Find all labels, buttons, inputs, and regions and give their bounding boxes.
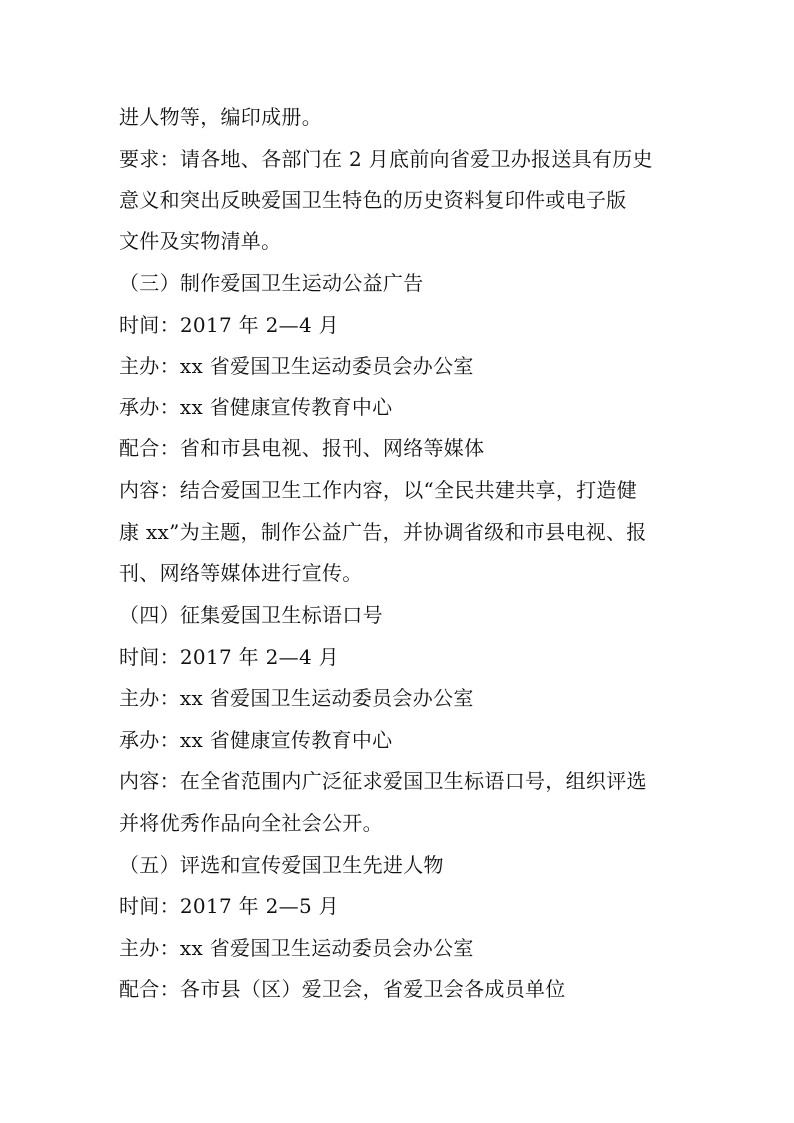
time-line: 时间：2017 年 2—4 月 xyxy=(119,313,339,337)
time-line: 时间：2017 年 2—5 月 xyxy=(119,894,339,918)
host-line: 主办：xx 省爱国卫生运动委员会办公室 xyxy=(119,686,474,710)
host-line: 主办：xx 省爱国卫生运动委员会办公室 xyxy=(119,354,474,378)
requirement-line: 文件及实物清单。 xyxy=(119,229,282,253)
cooperation-line: 配合：省和市县电视、报刊、网络等媒体 xyxy=(119,436,485,460)
time-line: 时间：2017 年 2—4 月 xyxy=(119,645,339,669)
requirement-line: 意义和突出反映爱国卫生特色的历史资料复印件或电子版 xyxy=(119,188,627,212)
section-heading-3: （三）制作爱国卫生运动公益广告 xyxy=(119,271,424,295)
content-line: 内容：结合爱国卫生工作内容，以“全民共建共享，打造健 xyxy=(119,478,638,502)
section-heading-4: （四）征集爱国卫生标语口号 xyxy=(119,603,383,627)
content-line: 康 xx”为主题，制作公益广告，并协调省级和市县电视、报 xyxy=(119,520,647,544)
requirement-line: 要求：请各地、各部门在 2 月底前向省爱卫办报送具有历史 xyxy=(119,147,653,171)
organizer-line: 承办：xx 省健康宣传教育中心 xyxy=(119,395,393,419)
content-line: 内容：在全省范围内广泛征求爱国卫生标语口号，组织评选 xyxy=(119,769,647,793)
cooperation-line: 配合：各市县（区）爱卫会，省爱卫会各成员单位 xyxy=(119,977,566,1001)
organizer-line: 承办：xx 省健康宣传教育中心 xyxy=(119,728,393,752)
paragraph-line: 进人物等，编印成册。 xyxy=(119,105,322,129)
content-line: 并将优秀作品向全社会公开。 xyxy=(119,811,383,835)
section-heading-5: （五）评选和宣传爱国卫生先进人物 xyxy=(119,853,444,877)
host-line: 主办：xx 省爱国卫生运动委员会办公室 xyxy=(119,936,474,960)
content-line: 刊、网络等媒体进行宣传。 xyxy=(119,561,363,585)
